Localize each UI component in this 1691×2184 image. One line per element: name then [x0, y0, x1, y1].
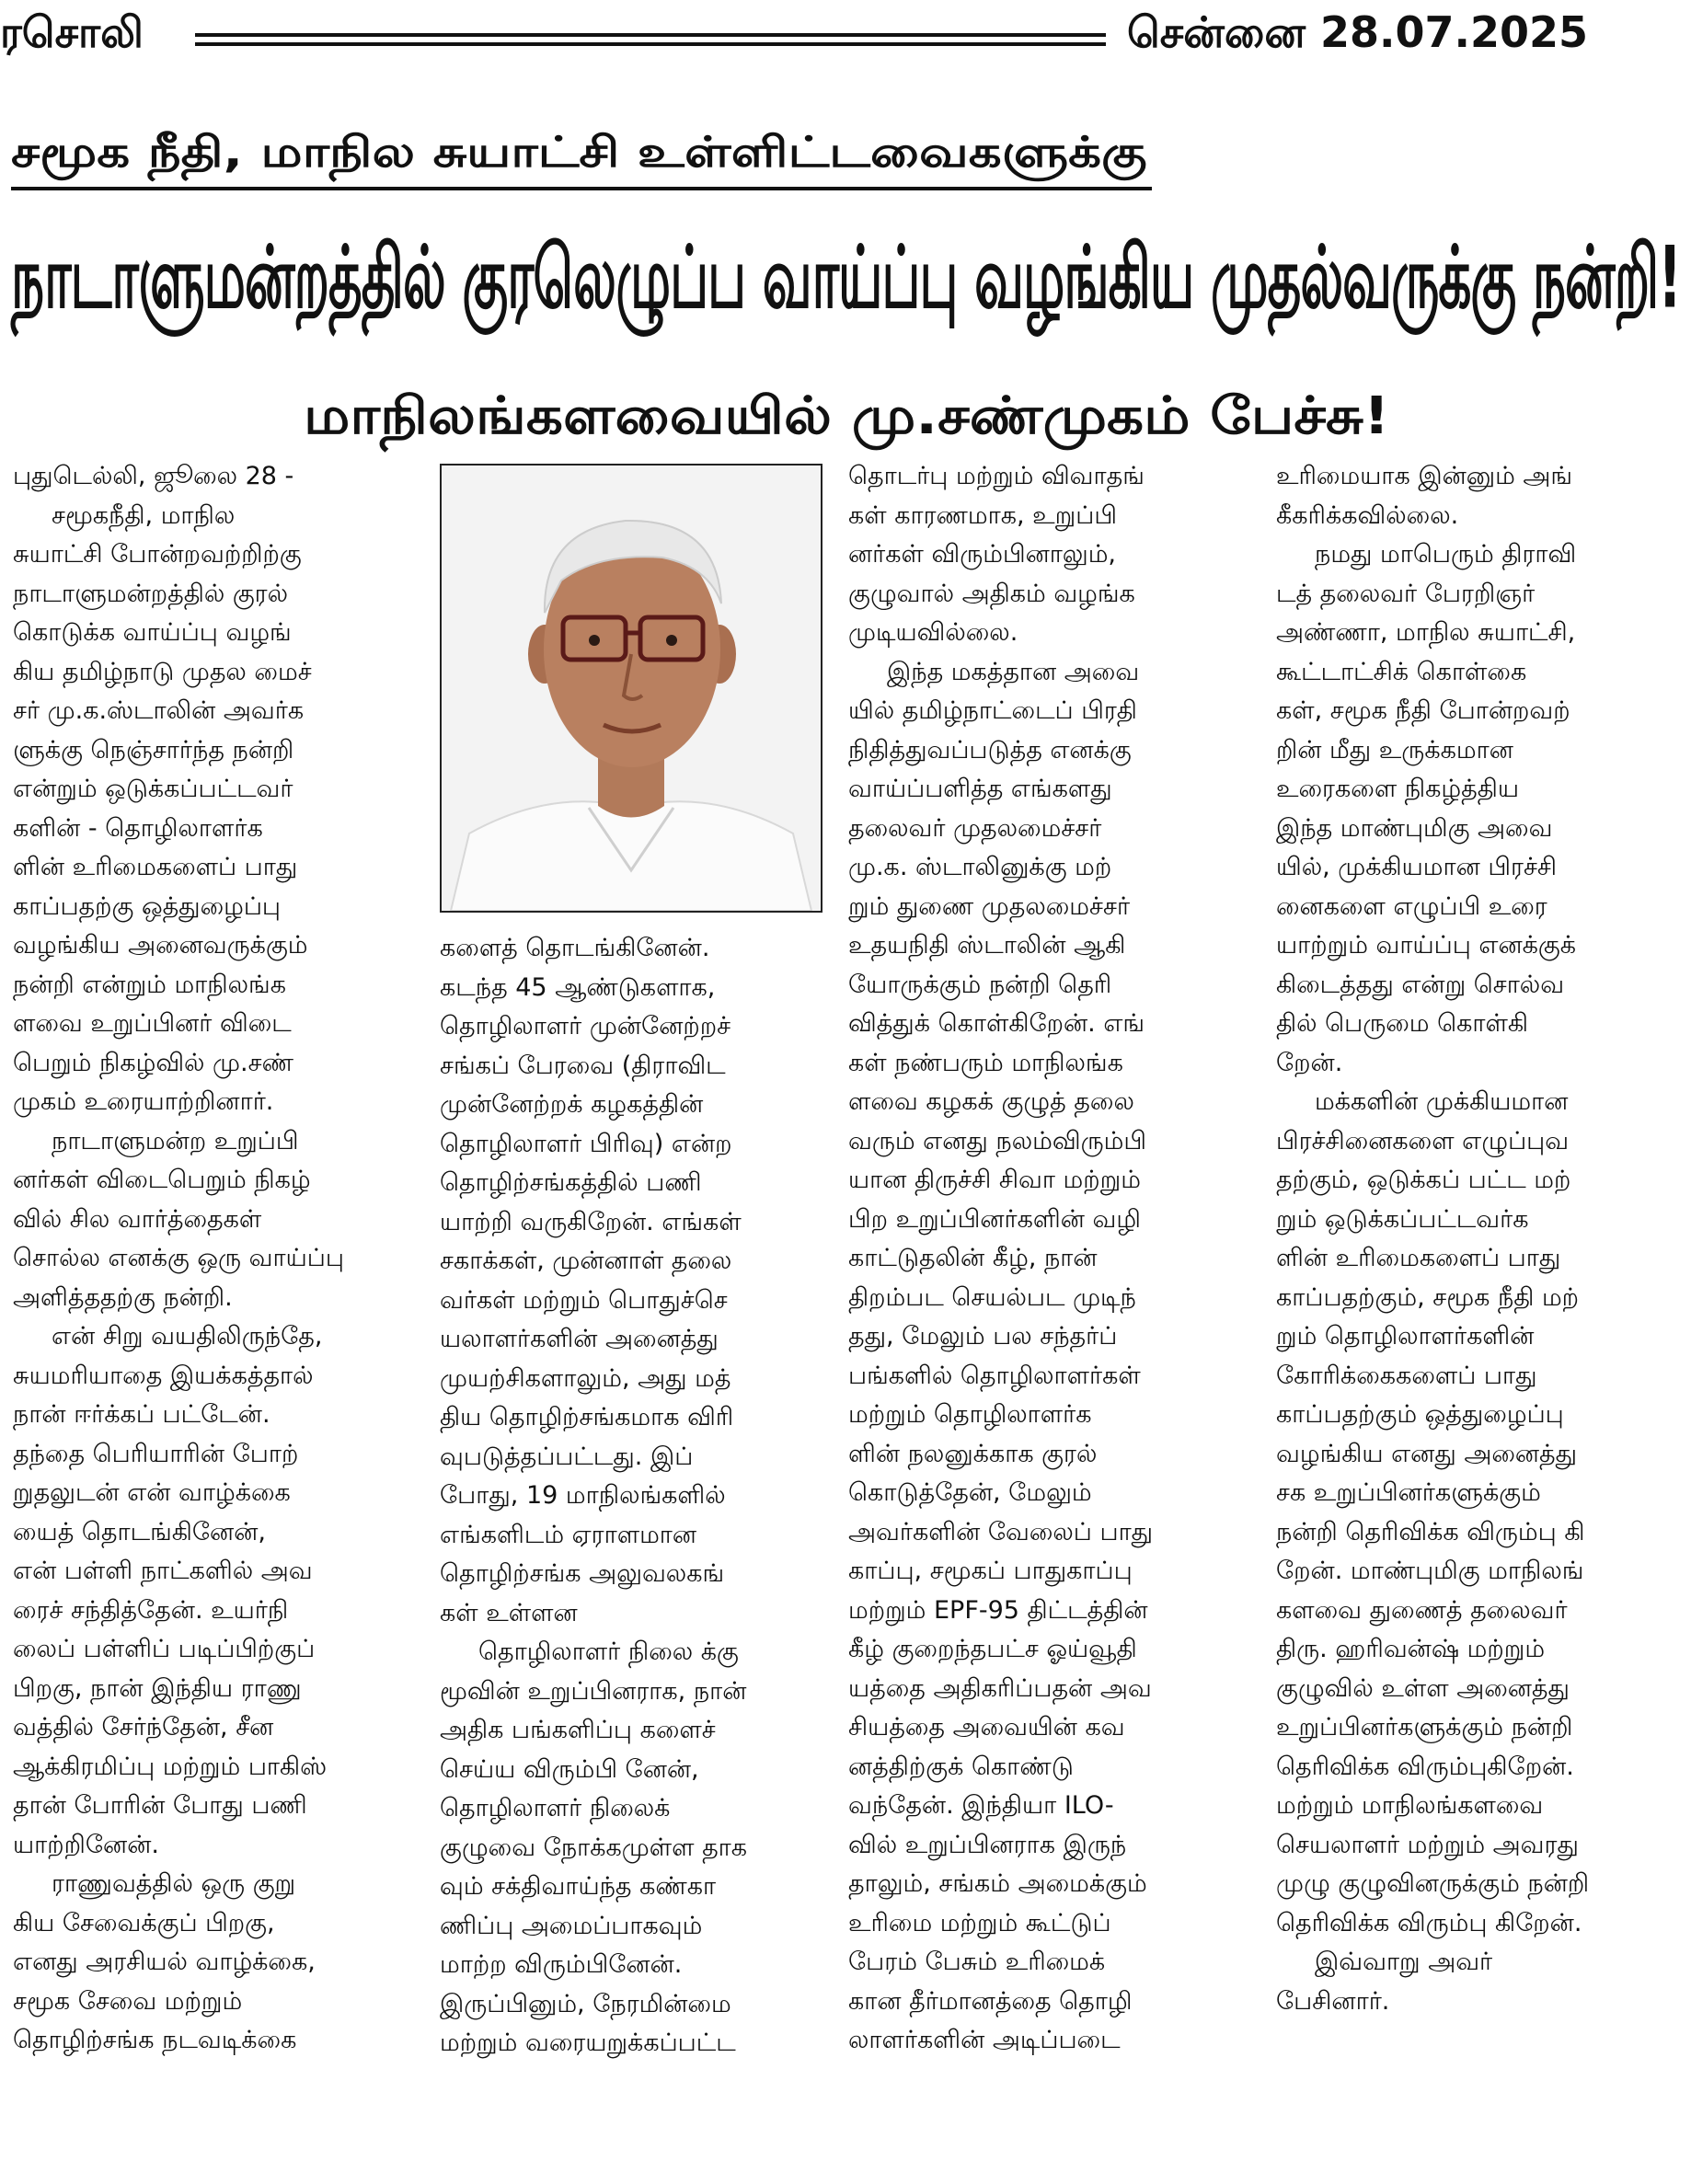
- article-line: மற்றும் மாநிலங்களவை: [1276, 1791, 1544, 1820]
- article-line: திரு. ஹரிவன்ஷ் மற்றும்: [1276, 1635, 1546, 1663]
- article-line: போது, 19 மாநிலங்களில்: [440, 1481, 726, 1510]
- article-line: உறுப்பினர்களுக்கும் நன்றி: [1276, 1713, 1573, 1741]
- article-line: வாய்ப்பளித்த எங்களது: [848, 775, 1112, 803]
- article-line: என்றும் ஒடுக்கப்பட்டவர்: [13, 775, 293, 803]
- article-line: ணிப்பு அமைப்பாகவும்: [440, 1911, 703, 1940]
- article-line: லாளர்களின் அடிப்படை: [848, 2026, 1121, 2054]
- article-line: களின் - தொழிலாளர்க: [13, 813, 263, 843]
- article-line: பங்களில் தொழிலாளர்கள்: [848, 1361, 1141, 1390]
- article-line: நாடாளுமன்றத்தில் குரல்: [13, 579, 289, 608]
- article-line: காப்பு, சமூகப் பாதுகாப்பு: [848, 1557, 1133, 1585]
- article-line: னர்கள் விரும்பினாலும்,: [848, 540, 1117, 569]
- article-line: கள் உள்ளன: [440, 1598, 578, 1627]
- article-line: தது, மேலும் பல சந்தர்ப்: [848, 1322, 1118, 1351]
- article-line: குழுவை நோக்கமுள்ள தாக: [440, 1833, 748, 1862]
- article-line: நன்றி தெரிவிக்க விரும்பு கி: [1276, 1517, 1585, 1546]
- article-line: யாற்றி வருகிறேன். எங்கள்: [440, 1207, 742, 1236]
- article-line: சொல்ல எனக்கு ஒரு வாய்ப்பு: [13, 1244, 344, 1272]
- headline: நாடாளுமன்றத்தில் குரலெழுப்ப வாய்ப்பு வழங்கிய முதல்வருக்கு நன்றி!: [11, 228, 1681, 328]
- article-line: கிய தமிழ்நாடு முதல மைச்: [13, 657, 312, 686]
- article-line: வில் சில வார்த்தைகள்: [13, 1204, 262, 1234]
- article-line: நிதித்துவப்படுத்த எனக்கு: [848, 735, 1132, 764]
- article-line: என் பள்ளி நாட்களில் அவ: [13, 1557, 313, 1585]
- article-line: கோரிக்கைகளைப் பாது: [1276, 1361, 1537, 1390]
- article-line: தொழிற்சங்க அலுவலகங்: [440, 1559, 725, 1588]
- article-line: றேன்.: [1276, 1048, 1343, 1077]
- article-line: குழுவில் உள்ள அனைத்து: [1276, 1673, 1570, 1703]
- article-line: முன்னேற்றக் கழகத்தின்: [440, 1090, 704, 1119]
- article-line: வித்துக் கொள்கிறேன். எங்: [848, 1009, 1145, 1038]
- article-column-1: [13, 457, 374, 2061]
- article-line: நாடாளுமன்ற உறுப்பி: [52, 1126, 299, 1155]
- article-line: சுயமரியாதை இயக்கத்தால்: [13, 1361, 314, 1390]
- article-line: கள், சமூக நீதி போன்றவற்: [1276, 696, 1570, 725]
- article-line: வுபடுத்தப்பட்டது. இப்: [440, 1442, 694, 1471]
- article-line: எங்களிடம் ஏராளமான: [440, 1520, 697, 1549]
- article-line: ளின் உரிமைகளைப் பாது: [13, 853, 298, 881]
- article-line: கடந்த 45 ஆண்டுகளாக,: [440, 972, 716, 1002]
- article-line: முகம் உரையாற்றினார்.: [13, 1087, 274, 1116]
- article-line: சங்கப் பேரவை (திராவிட: [440, 1051, 726, 1080]
- article-line: மற்றும் EPF-95 திட்டத்தின்: [848, 1595, 1148, 1625]
- article-line: டத் தலைவர் பேரறிஞர்: [1276, 579, 1536, 608]
- article-line: எனது அரசியல் வாழ்க்கை,: [13, 1948, 316, 1976]
- article-line: கொடுத்தேன், மேலும்: [848, 1478, 1092, 1507]
- article-line: பிறகு, நான் இந்திய ராணு: [13, 1673, 302, 1703]
- article-line: வழங்கிய எனது அனைத்து: [1276, 1439, 1578, 1468]
- article-line: வும் சக்திவாய்ந்த கண்கா: [440, 1872, 717, 1901]
- article-line: வரும் எனது நலம்விரும்பி: [848, 1126, 1146, 1155]
- article-line: ளுக்கு நெஞ்சார்ந்த நன்றி: [13, 735, 294, 764]
- article-line: செய்ய விரும்பி னேன்,: [440, 1754, 699, 1784]
- masthead-rule-bottom: [195, 42, 1106, 46]
- article-line: னர்கள் விடைபெறும் நிகழ்: [13, 1166, 311, 1194]
- article-line: தில் பெருமை கொள்கி: [1276, 1009, 1528, 1038]
- article-line: செயலாளர் மற்றும் அவரது: [1276, 1830, 1579, 1859]
- article-line: இவ்வாறு அவர்: [1315, 1948, 1493, 1976]
- article-line: சர் மு.க.ஸ்டாலின் அவர்க: [13, 696, 305, 725]
- article-line: பெறும் நிகழ்வில் மு.சண்: [13, 1048, 293, 1077]
- article-line: சமூகநீதி, மாநில: [52, 500, 236, 530]
- article-line: தாலும், சங்கம் அமைக்கும்: [848, 1869, 1147, 1898]
- article-line: கிய சேவைக்குப் பிறகு,: [13, 1908, 275, 1937]
- article-line: உதயநிதி ஸ்டாலின் ஆகி: [848, 931, 1126, 960]
- article-line: காட்டுதலின் கீழ், நான்: [848, 1244, 1098, 1272]
- article-line: தொழிலாளர் பிரிவு) என்ற: [440, 1129, 732, 1158]
- article-line: காப்பதற்கும், சமூக நீதி மற்: [1276, 1282, 1580, 1312]
- article-line: குழுவால் அதிகம் வழங்க: [848, 579, 1135, 608]
- article-line: தொழிலாளர் முன்னேற்றச்: [440, 1012, 731, 1040]
- article-line: இந்த மாண்புமிகு அவை: [1276, 813, 1553, 843]
- masthead-rule-top: [195, 33, 1106, 37]
- article-line: ளவை கழகக் குழுத் தலை: [848, 1087, 1134, 1116]
- article-line: நன்றி என்றும் மாநிலங்க: [13, 970, 286, 999]
- article-line: யோருக்கும் நன்றி தெரி: [848, 970, 1112, 999]
- paper-name: ரசொலி: [0, 7, 144, 57]
- article-column-4: [1276, 457, 1681, 2021]
- article-line: பிரச்சினைகளை எழுப்புவ: [1276, 1126, 1570, 1155]
- article-line: என் சிறு வயதிலிருந்தே,: [52, 1322, 323, 1351]
- article-line: தொழிலாளர் நிலை க்கு: [478, 1638, 739, 1666]
- kicker: சமூக நீதி, மாநில சுயாட்சி உள்ளிட்டவைகளுக்கு: [11, 127, 1147, 177]
- article-line: வில் உறுப்பினராக இருந்: [848, 1830, 1127, 1859]
- article-line: றுதலுடன் என் வாழ்க்கை: [13, 1478, 291, 1507]
- article-line: றின் மீது உருக்கமான: [1276, 735, 1513, 764]
- article-line: கூட்டாட்சிக் கொள்கை: [1276, 657, 1527, 686]
- article-line: உரைகளை நிகழ்த்திய: [1276, 775, 1519, 803]
- article-line: யாற்றும் வாய்ப்பு எனக்குக்: [1276, 931, 1577, 960]
- article-line: ளவை உறுப்பினர் விடை: [13, 1009, 292, 1038]
- article-line: காப்பதற்கு ஒத்துழைப்பு: [13, 891, 282, 921]
- article-line: நான் ஈர்க்கப் பட்டேன்.: [13, 1400, 270, 1429]
- article-line: தொழிற்சங்க நடவடிக்கை: [13, 2026, 297, 2054]
- article-line: சகாக்கள், முன்னாள் தலை: [440, 1247, 732, 1275]
- article-line: தந்தை பெரியாரின் போற்: [13, 1439, 299, 1468]
- article-line: களைத் தொடங்கினேன்.: [440, 934, 710, 962]
- article-line: களவை துணைத் தலைவர்: [1276, 1595, 1568, 1625]
- article-line: றும் ஒடுக்கப்பட்டவர்க: [1276, 1204, 1529, 1234]
- article-line: அவர்களின் வேலைப் பாது: [848, 1517, 1154, 1546]
- article-line: இந்த மகத்தான அவை: [887, 657, 1140, 686]
- article-line: ளின் உரிமைகளைப் பாது: [1276, 1244, 1561, 1272]
- article-line: மூவின் உறுப்பினராக, நான்: [440, 1676, 747, 1706]
- article-line: மற்றும் வரையறுக்கப்பட்ட: [440, 2029, 736, 2057]
- article-line: வந்தேன். இந்தியா ILO-: [848, 1791, 1114, 1820]
- article-line: கள் காரணமாக, உறுப்பி: [848, 500, 1117, 530]
- article-line: வர்கள் மற்றும் பொதுச்செ: [440, 1285, 728, 1315]
- article-line: தொடர்பு மற்றும் விவாதங்: [848, 462, 1145, 490]
- article-line: னைகளை எழுப்பி உரை: [1276, 891, 1547, 921]
- article-line: யத்தை அதிகரிப்பதன் அவ: [848, 1673, 1152, 1703]
- article-line: ராணுவத்தில் ஒரு குறு: [52, 1869, 296, 1898]
- article-line: தெரிவிக்க விரும்புகிறேன்.: [1276, 1752, 1574, 1781]
- article-line: தான் போரின் போது பணி: [13, 1791, 307, 1820]
- article-line: நமது மாபெரும் திராவி: [1315, 540, 1577, 569]
- article-column-3: [848, 457, 1251, 2061]
- article-line: கீழ் குறைந்தபட்ச ஓய்வூதி: [848, 1635, 1137, 1663]
- article-line: கொடுக்க வாய்ப்பு வழங்: [13, 618, 292, 647]
- article-line: மு.க. ஸ்டாலினுக்கு மற்: [848, 853, 1112, 881]
- article-line: தற்கும், ஒடுக்கப் பட்ட மற்: [1276, 1166, 1571, 1194]
- dateline: சென்னை 28.07.2025: [1127, 7, 1589, 57]
- portrait-photo: [440, 464, 822, 913]
- article-line: யில், முக்கியமான பிரச்சி: [1276, 853, 1558, 881]
- article-line: னத்திற்குக் கொண்டு: [848, 1752, 1074, 1781]
- article-column-2: [440, 929, 826, 2063]
- subhead: மாநிலங்களவையில் மு.சண்முகம் பேச்சு!: [304, 386, 1390, 446]
- kicker-underline: [11, 187, 1152, 190]
- article-line: றேன். மாண்புமிகு மாநிலங்: [1276, 1557, 1584, 1585]
- article-line: இருப்பினும், நேரமின்மை: [440, 1989, 731, 2018]
- article-line: ஆக்கிரமிப்பு மற்றும் பாகிஸ்: [13, 1752, 328, 1781]
- article-line: சியத்தை அவையின் கவ: [848, 1713, 1125, 1741]
- article-line: யைத் தொடங்கினேன்,: [13, 1517, 266, 1546]
- article-line: மக்களின் முக்கியமான: [1315, 1087, 1569, 1116]
- article-line: தொழிற்சங்கத்தில் பணி: [440, 1168, 702, 1197]
- article-line: யலாளர்களின் அனைத்து: [440, 1325, 719, 1353]
- portrait-illustration: [442, 466, 821, 911]
- article-line: சமூக சேவை மற்றும்: [13, 1986, 243, 2016]
- article-line: புதுடெல்லி, ஜூலை 28 -: [13, 462, 294, 490]
- article-line: யாற்றினேன்.: [13, 1830, 159, 1859]
- article-line: கீகரிக்கவில்லை.: [1276, 500, 1459, 530]
- article-line: றும் தொழிலாளர்களின்: [1276, 1322, 1535, 1351]
- article-line: சக உறுப்பினர்களுக்கும்: [1276, 1478, 1541, 1507]
- article-line: யில் தமிழ்நாட்டைப் பிரதி: [848, 696, 1137, 725]
- article-line: வத்தில் சேர்ந்தேன், சீன: [13, 1713, 274, 1741]
- article-line: மற்றும் தொழிலாளர்க: [848, 1400, 1092, 1429]
- article-line: வழங்கிய அனைவருக்கும்: [13, 931, 308, 960]
- article-line: திய தொழிற்சங்கமாக விரி: [440, 1403, 734, 1431]
- article-line: பேரம் பேசும் உரிமைக்: [848, 1948, 1106, 1976]
- article-line: மாற்ற விரும்பினேன்.: [440, 1950, 683, 1979]
- article-line: லைப் பள்ளிப் படிப்பிற்குப்: [13, 1635, 316, 1663]
- article-line: பிற உறுப்பினர்களின் வழி: [848, 1204, 1141, 1234]
- article-line: முயற்சிகளாலும், அது மத்: [440, 1363, 731, 1393]
- article-line: தொழிலாளர் நிலைக்: [440, 1794, 671, 1822]
- article-line: சுயாட்சி போன்றவற்றிற்கு: [13, 540, 302, 569]
- article-line: முழு குழுவினருக்கும் நன்றி: [1276, 1869, 1590, 1898]
- article-line: காப்பதற்கும் ஒத்துழைப்பு: [1276, 1400, 1564, 1429]
- article-line: அதிக பங்களிப்பு களைச்: [440, 1716, 716, 1744]
- article-line: கிடைத்தது என்று சொல்வ: [1276, 970, 1565, 999]
- article-line: உரிமையாக இன்னும் அங்: [1276, 462, 1573, 490]
- article-line: திறம்பட செயல்பட முடிந்: [848, 1282, 1136, 1312]
- article-line: அண்ணா, மாநில சுயாட்சி,: [1276, 618, 1576, 647]
- article-line: றும் துணை முதலமைச்சர்: [848, 891, 1131, 921]
- article-line: ரைச் சந்தித்தேன். உயர்நி: [13, 1595, 289, 1625]
- article-line: கள் நண்பரும் மாநிலங்க: [848, 1048, 1123, 1077]
- article-line: உரிமை மற்றும் கூட்டுப்: [848, 1908, 1111, 1937]
- article-line: ளின் நலனுக்காக குரல்: [848, 1439, 1098, 1468]
- article-line: தலைவர் முதலமைச்சர்: [848, 813, 1102, 843]
- article-line: தெரிவிக்க விரும்பு கிறேன்.: [1276, 1908, 1582, 1937]
- article-line: கான தீர்மானத்தை தொழி: [848, 1986, 1133, 2016]
- article-line: யான திருச்சி சிவா மற்றும்: [848, 1166, 1141, 1194]
- article-line: அளித்ததற்கு நன்றி.: [13, 1282, 233, 1312]
- article-line: பேசினார்.: [1276, 1986, 1390, 2016]
- article-line: முடியவில்லை.: [848, 618, 1018, 647]
